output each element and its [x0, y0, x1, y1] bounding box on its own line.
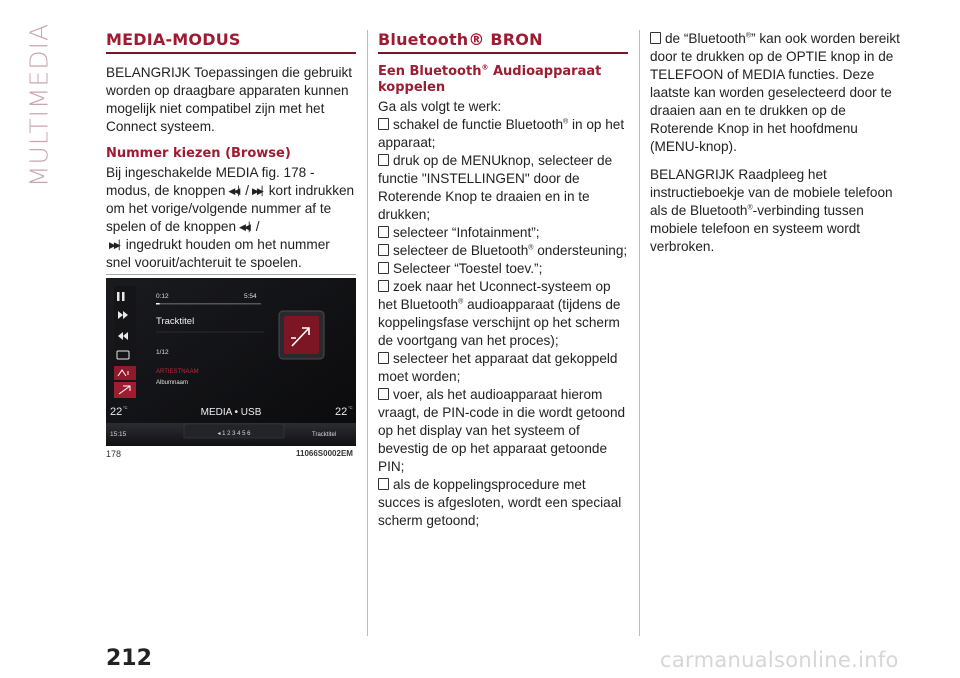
track-title: Tracktitel	[156, 316, 195, 327]
media-source-button	[114, 366, 136, 380]
important-note-apps: BELANGRIJK Toepassingen die gebruikt worden op draagbare apparaten kunnen mogelijk niet compatibel zijn met het Connect systeem.	[106, 65, 353, 134]
list-item	[378, 386, 628, 476]
step-text-b: ondersteuning;	[533, 243, 628, 258]
subtitle-pairing-a: Een Bluetooth	[378, 64, 482, 79]
step-text-a: selecteer de Bluetooth	[393, 243, 529, 258]
option-text-sup: ®	[745, 32, 752, 40]
list-item	[378, 476, 628, 530]
bottom-track-title: Tracktitel	[312, 432, 337, 438]
source-label: MEDIA • USB	[200, 407, 262, 418]
subtitle-browse: Nummer kiezen (Browse)	[106, 146, 291, 161]
step-text-a: selecteer het apparaat dat gekoppeld moet worden;	[378, 351, 618, 384]
subtitle-pairing-b: Audioapparaat koppelen	[378, 64, 602, 95]
column-bluetooth-continued	[650, 30, 902, 256]
list-item	[378, 116, 628, 152]
next-track-icon: ▶▶▏	[109, 240, 124, 250]
section-title-bluetooth: Bluetooth® BRON	[378, 30, 628, 54]
step-text-s: ®	[458, 298, 464, 306]
pause-icon-bar-right	[122, 292, 125, 301]
step-text-a: Selecteer “Toestel toev.”;	[393, 261, 543, 276]
side-section-label-text: MULTIMEDIA	[24, 22, 54, 188]
temp-left: 22	[110, 406, 123, 418]
watermark: carmanualsonline.info	[660, 648, 899, 672]
checkbox-bullet-icon	[378, 280, 389, 292]
temp-right-unit: °C	[348, 405, 353, 410]
step-text-b: in op het apparaat;	[378, 117, 625, 150]
temp-right: 22	[335, 406, 348, 418]
step-text-a: zoek naar het Uconnect-systeem op het Bluetooth	[378, 279, 611, 312]
column-bluetooth-source	[378, 30, 628, 530]
checkbox-bullet-icon	[378, 478, 389, 490]
browse-text-c: kort indrukken om het vorige/volgende nummer af te spelen of de knoppen	[106, 183, 355, 234]
figure-top-rule	[106, 274, 356, 275]
page-number: 212	[106, 646, 152, 671]
elapsed-time: 0:12	[156, 293, 169, 300]
step-text-s: ®	[563, 118, 569, 126]
column-media-mode	[106, 30, 356, 272]
figure-media-screen	[106, 274, 356, 464]
album-name: Albumnaam	[156, 380, 189, 386]
list-item	[378, 260, 628, 278]
step-text-s: ®	[528, 244, 534, 252]
checkbox-bullet-icon	[378, 226, 389, 238]
step-text-a: selecteer “Infotainment”;	[393, 225, 540, 240]
checkbox-bullet-icon	[378, 262, 389, 274]
clock: 15:15	[110, 431, 127, 438]
browse-text-a: Bij ingeschakelde MEDIA fig. 178 -modus, de knoppen	[106, 165, 315, 198]
option-text-b: ” kan ook worden bereikt door te drukken op de OPTIE knop in de TELEFOON of MEDIA functies. Deze laatste kan worden geselecteerd door te draaien aan en te drukken op de Roterende Knop in het hoofdmenu (MENU-knop).	[650, 31, 900, 154]
column-divider-1	[367, 30, 368, 636]
list-item	[650, 30, 902, 156]
browse-text-d: /	[255, 219, 260, 234]
important-bt-b: -verbinding tussen mobiele telefoon en systeem wordt verbroken.	[650, 203, 864, 254]
step-text-a: als de koppelingsprocedure met succes is afgesloten, wordt een speciaal scherm getoond;	[378, 477, 622, 528]
infotainment-screen-illustration	[106, 278, 356, 446]
checkbox-bullet-icon	[378, 244, 389, 256]
artist-name: ARTIESTNAAM	[156, 369, 199, 375]
control-strip	[114, 286, 136, 398]
browse-paragraph	[106, 164, 356, 272]
subtitle-pairing	[378, 64, 628, 96]
step-text-b: audioapparaat (tijdens de koppelingsfase verschijnt op het scherm de voortgang van het proces);	[378, 297, 621, 348]
checkbox-bullet-icon	[378, 352, 389, 364]
track-index: 1/12	[156, 349, 169, 356]
previous-track-icon: ◀◀▏	[239, 222, 254, 232]
checkbox-bullet-icon	[378, 118, 389, 130]
list-item	[378, 224, 628, 242]
temp-left-unit: °C	[123, 405, 128, 410]
important-note-bluetooth	[650, 166, 902, 256]
preset-numbers: ◂ 1 2 3 4 5 6	[217, 431, 251, 437]
browse-text-e: ingedrukt houden om het nummer snel vooruit/achteruit te spoelen.	[106, 237, 330, 270]
figure-number: 178	[106, 449, 122, 459]
column-divider-2	[639, 30, 640, 636]
option-text-a: de “Bluetooth	[665, 31, 746, 46]
pause-icon-bar-left	[117, 292, 120, 301]
total-time: 5:54	[244, 293, 257, 300]
pairing-intro: Ga als volgt te werk:	[378, 99, 502, 114]
important-bt-a: BELANGRIJK Raadpleeg het instructieboekje van de mobiele telefoon als de Bluetooth	[650, 167, 893, 218]
step-text-a: voer, als het audioapparaat hierom vraagt, de PIN-code in die wordt getoond op het display van het systeem of bevestig de op het apparaat getoonde PIN;	[378, 387, 626, 474]
previous-track-icon: ◀◀▏	[228, 186, 244, 196]
list-item	[378, 278, 628, 350]
checkbox-bullet-icon	[378, 388, 389, 400]
progress-track	[156, 303, 261, 305]
important-bt-sup: ®	[747, 204, 753, 212]
checkbox-bullet-icon	[378, 154, 389, 166]
step-text-a: schakel de functie Bluetooth	[393, 117, 564, 132]
list-item	[378, 242, 628, 260]
pairing-steps	[378, 116, 628, 530]
section-title-media-mode: MEDIA-MODUS	[106, 30, 356, 54]
side-section-label	[22, 22, 56, 188]
next-track-icon: ▶▶▏	[251, 186, 267, 196]
figure-code: 11066S0002EM	[296, 449, 353, 458]
step-text-a: druk op de MENUknop, selecteer de functie "INSTELLINGEN" door de Roterende Knop te draaien en in te drukken;	[378, 153, 613, 222]
progress-fill	[156, 303, 160, 305]
subtitle-pairing-sup: ®	[481, 63, 489, 72]
list-item	[378, 152, 628, 224]
browse-text-b: /	[245, 183, 249, 198]
checkbox-bullet-icon	[650, 32, 661, 44]
infotainment-screen-drawing	[106, 278, 356, 446]
list-item	[378, 350, 628, 386]
